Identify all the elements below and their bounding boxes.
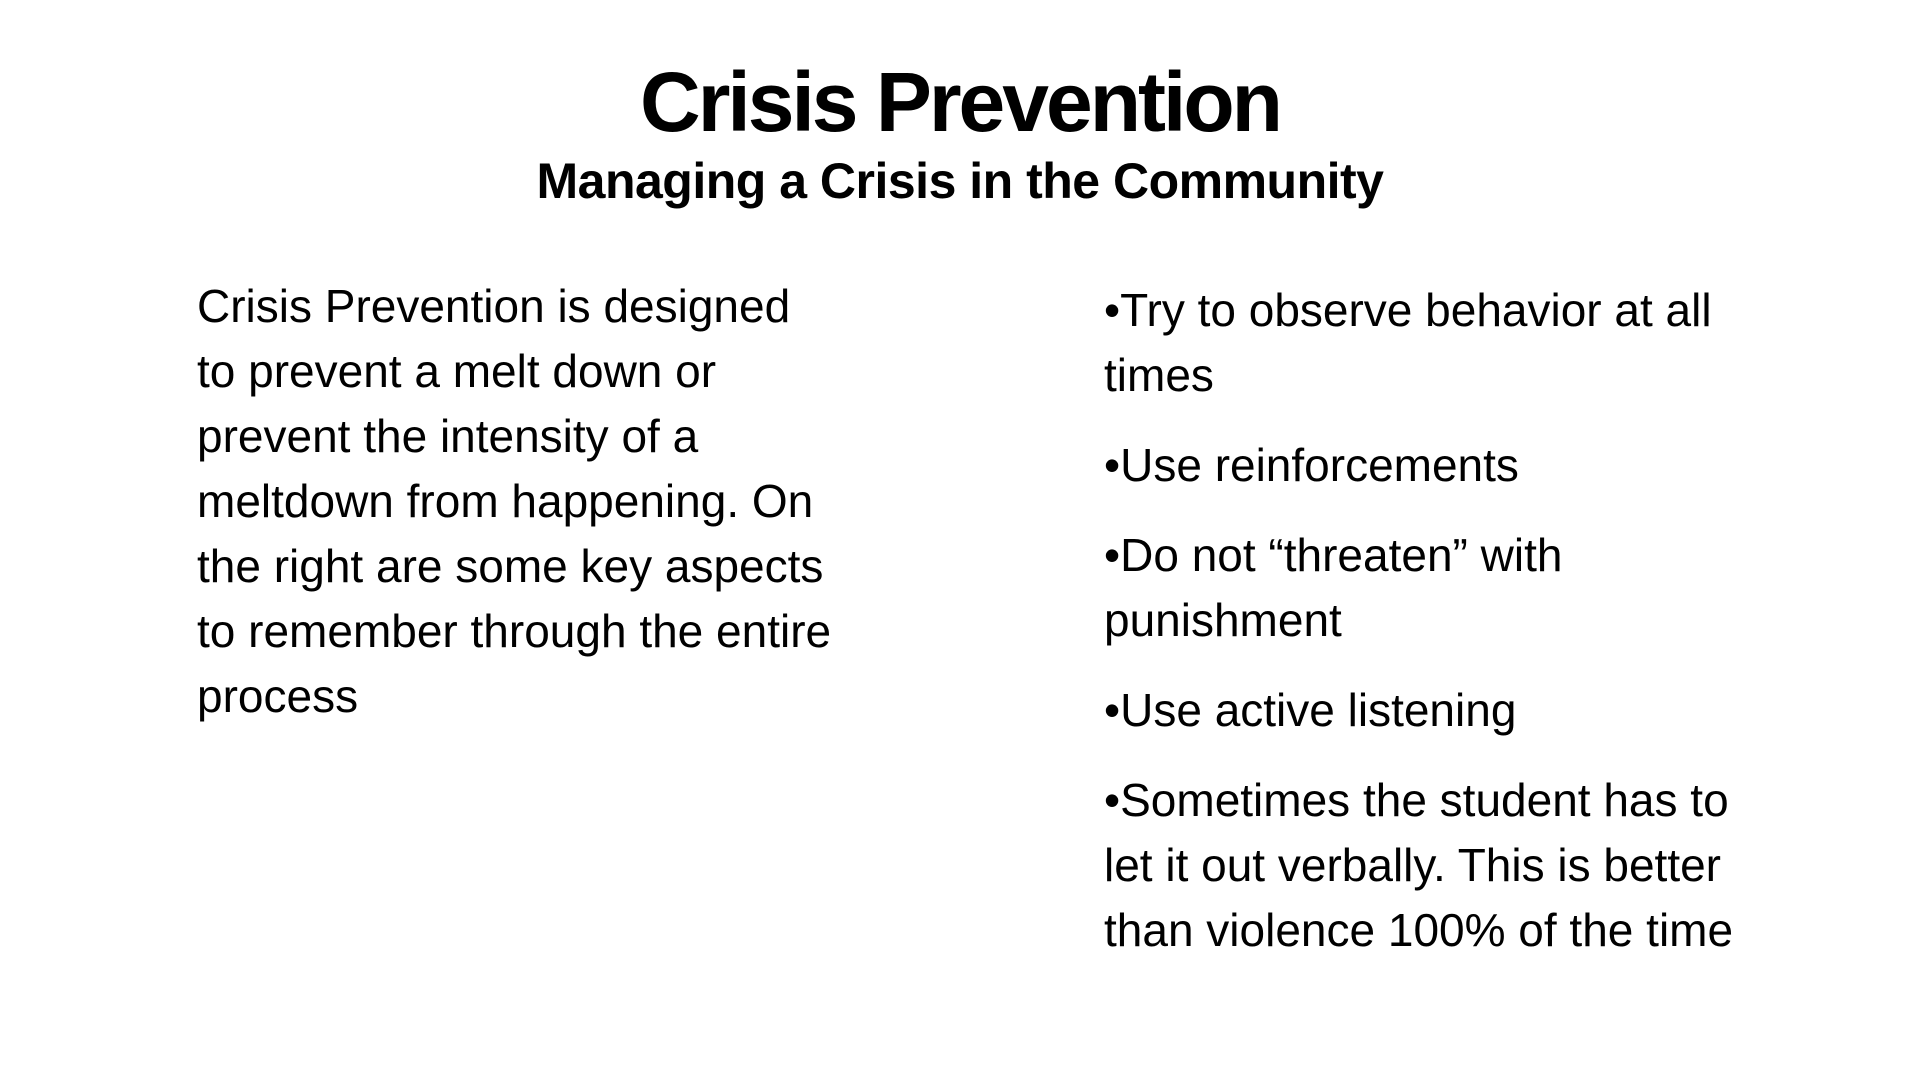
key-aspects-list [1104, 278, 1784, 988]
slide-subtitle: Managing a Crisis in the Community [536, 153, 1384, 209]
list-item: •Use active listening [1104, 684, 1517, 736]
list-item: •Do not “threaten” with punishment [1104, 529, 1563, 646]
intro-paragraph: Crisis Prevention is designed to prevent a melt down or prevent the intensity of a meltdown from happening. On the right are some key aspects to remember through the entire process [197, 280, 832, 722]
slide-title: Crisis Prevention [640, 55, 1280, 149]
list-item: •Sometimes the student has to let it out verbally. This is better than violence 100% of the time [1104, 774, 1734, 956]
list-item: •Try to observe behavior at all times [1104, 284, 1712, 401]
list-item: •Use reinforcements [1104, 439, 1519, 491]
